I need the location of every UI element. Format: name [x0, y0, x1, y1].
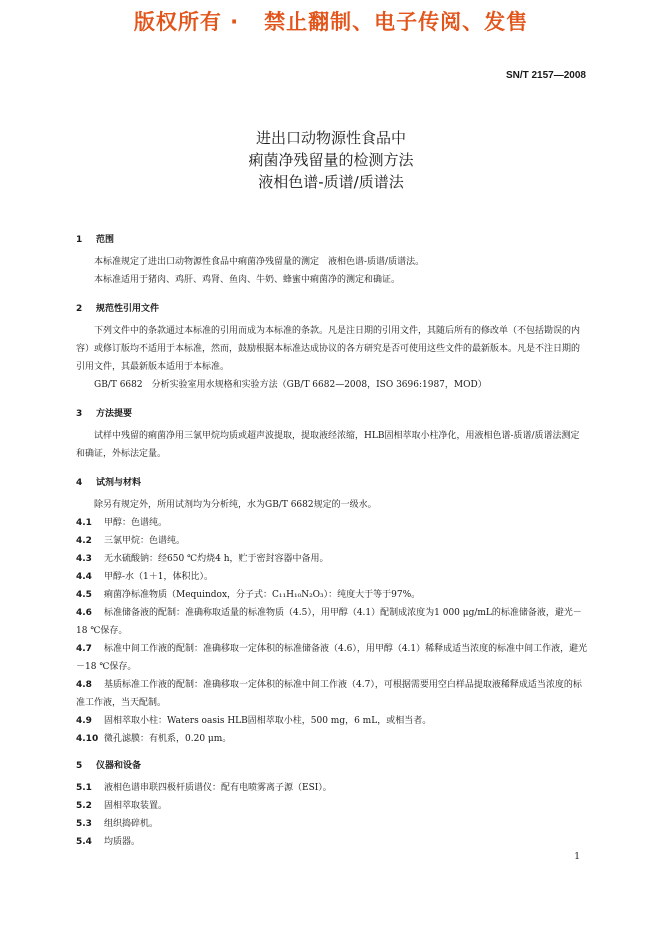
item-number: 4.10 [76, 734, 99, 744]
list-item [76, 833, 588, 851]
section-heading-scope [76, 232, 114, 245]
section-heading-references [76, 301, 159, 314]
paragraph: 本标准适用于猪肉、鸡肝、鸡肾、鱼肉、牛奶、蜂蜜中痢菌净的测定和确证。 [94, 275, 401, 285]
section-number: 2 [76, 304, 83, 314]
item-number: 4.7 [76, 644, 92, 654]
section-number: 4 [76, 478, 83, 488]
item-number: 5.4 [76, 837, 92, 847]
title-line: 痢菌净残留量的检测方法 [248, 151, 414, 169]
section-number: 5 [76, 761, 83, 771]
item-text: 固相萃取装置。 [104, 801, 168, 811]
item-number: 4.6 [76, 608, 92, 618]
document-title [0, 127, 662, 193]
list-item [76, 568, 588, 586]
item-number: 4.3 [76, 554, 92, 564]
list-item [76, 730, 588, 748]
list-item [76, 586, 588, 604]
item-text: 痢菌净标准物质（Mequindox，分子式：C₁₁H₁₀N₂O₃）：纯度大于等于97%。 [104, 590, 421, 600]
item-text: 标准中间工作液的配制：准确移取一定体积的标准储备液（4.6），用甲醇（4.1）稀释成适当浓度的标准中间工作液，避光－18 ℃保存。 [76, 644, 588, 672]
item-text: 液相色谱串联四极杆质谱仪：配有电喷雾离子源（ESI）。 [104, 783, 332, 793]
section-title: 仪器和设备 [96, 761, 142, 771]
list-item [76, 532, 588, 550]
item-number: 4.9 [76, 716, 92, 726]
item-text: 甲醇：色谱纯。 [104, 518, 168, 528]
item-text: 甲醇-水（1＋1，体积比）。 [104, 572, 213, 582]
section-heading-principle [76, 406, 132, 419]
section-number: 3 [76, 409, 83, 419]
page-number: 1 [574, 852, 580, 862]
copyright-watermark: 版权所有 · 禁止翻制、电子传阅、发售 [133, 10, 529, 34]
reference-entry: GB/T 6682 分析实验室用水规格和实验方法（GB/T 6682—2008，ISO 3696:1987，MOD） [94, 380, 487, 390]
standard-code: SN/T 2157—2008 [505, 70, 586, 81]
list-item [76, 640, 588, 676]
item-number: 4.5 [76, 590, 92, 600]
item-text: 固相萃取小柱：Waters oasis HLB固相萃取小柱，500 mg，6 mL，或相当者。 [104, 716, 432, 726]
title-line: 液相色谱-质谱/质谱法 [258, 173, 404, 191]
list-item [76, 712, 588, 730]
paragraph: 下列文件中的条款通过本标准的引用而成为本标准的条款。凡是注日期的引用文件，其随后所有的修改单（不包括勘误的内容）或修订版均不适用于本标准，然而，鼓励根据本标准达成协议的各方研究是否可使用这些文件的最新版本。凡是不注日期的引用文件，其最新版本适用于本标准。 [76, 326, 581, 372]
item-number: 4.8 [76, 680, 92, 690]
item-number: 4.4 [76, 572, 92, 582]
section-heading-apparatus [76, 758, 141, 771]
item-number: 4.1 [76, 518, 92, 528]
paragraph: 除另有规定外，所用试剂均为分析纯，水为GB/T 6682规定的一级水。 [94, 500, 377, 510]
section-title: 方法提要 [96, 409, 133, 419]
item-number: 5.3 [76, 819, 92, 829]
section-title: 规范性引用文件 [96, 304, 160, 314]
item-text: 三氯甲烷：色谱纯。 [104, 536, 186, 546]
item-text: 基质标准工作液的配制：准确移取一定体积的标准中间工作液（4.7），可根据需要用空白样品提取液稀释成适当浓度的标准工作液，当天配制。 [76, 680, 582, 708]
section-title: 试剂与材料 [96, 478, 142, 488]
item-number: 4.2 [76, 536, 92, 546]
title-line: 进出口动物源性食品中 [255, 129, 406, 147]
section-title: 范围 [96, 235, 115, 245]
list-item [76, 815, 588, 833]
item-text: 微孔滤膜：有机系，0.20 μm。 [104, 734, 232, 744]
list-item [76, 550, 588, 568]
item-number: 5.1 [76, 783, 92, 793]
list-item [76, 514, 588, 532]
item-text: 组织捣碎机。 [104, 819, 159, 829]
section-number: 1 [76, 235, 83, 245]
list-item [76, 676, 588, 712]
item-text: 均质器。 [104, 837, 141, 847]
list-item [76, 797, 588, 815]
paragraph: 本标准规定了进出口动物源性食品中痢菌净残留量的测定 液相色谱-质谱/质谱法。 [94, 257, 425, 267]
paragraph: 试样中残留的痢菌净用三氯甲烷均质或超声波提取，提取液经浓缩，HLB固相萃取小柱净化，用液相色谱-质谱/质谱法测定和确证，外标法定量。 [76, 431, 580, 459]
list-item [76, 779, 588, 797]
section-heading-reagents [76, 475, 141, 488]
item-text: 无水硫酸钠：经650 ℃灼烧4 h，贮于密封容器中备用。 [104, 554, 329, 564]
list-item [76, 604, 588, 640]
item-number: 5.2 [76, 801, 92, 811]
item-text: 标准储备液的配制：准确称取适量的标准物质（4.5），用甲醇（4.1）配制成浓度为1 000 μg/mL的标准储备液，避光－18 ℃保存。 [76, 608, 582, 636]
